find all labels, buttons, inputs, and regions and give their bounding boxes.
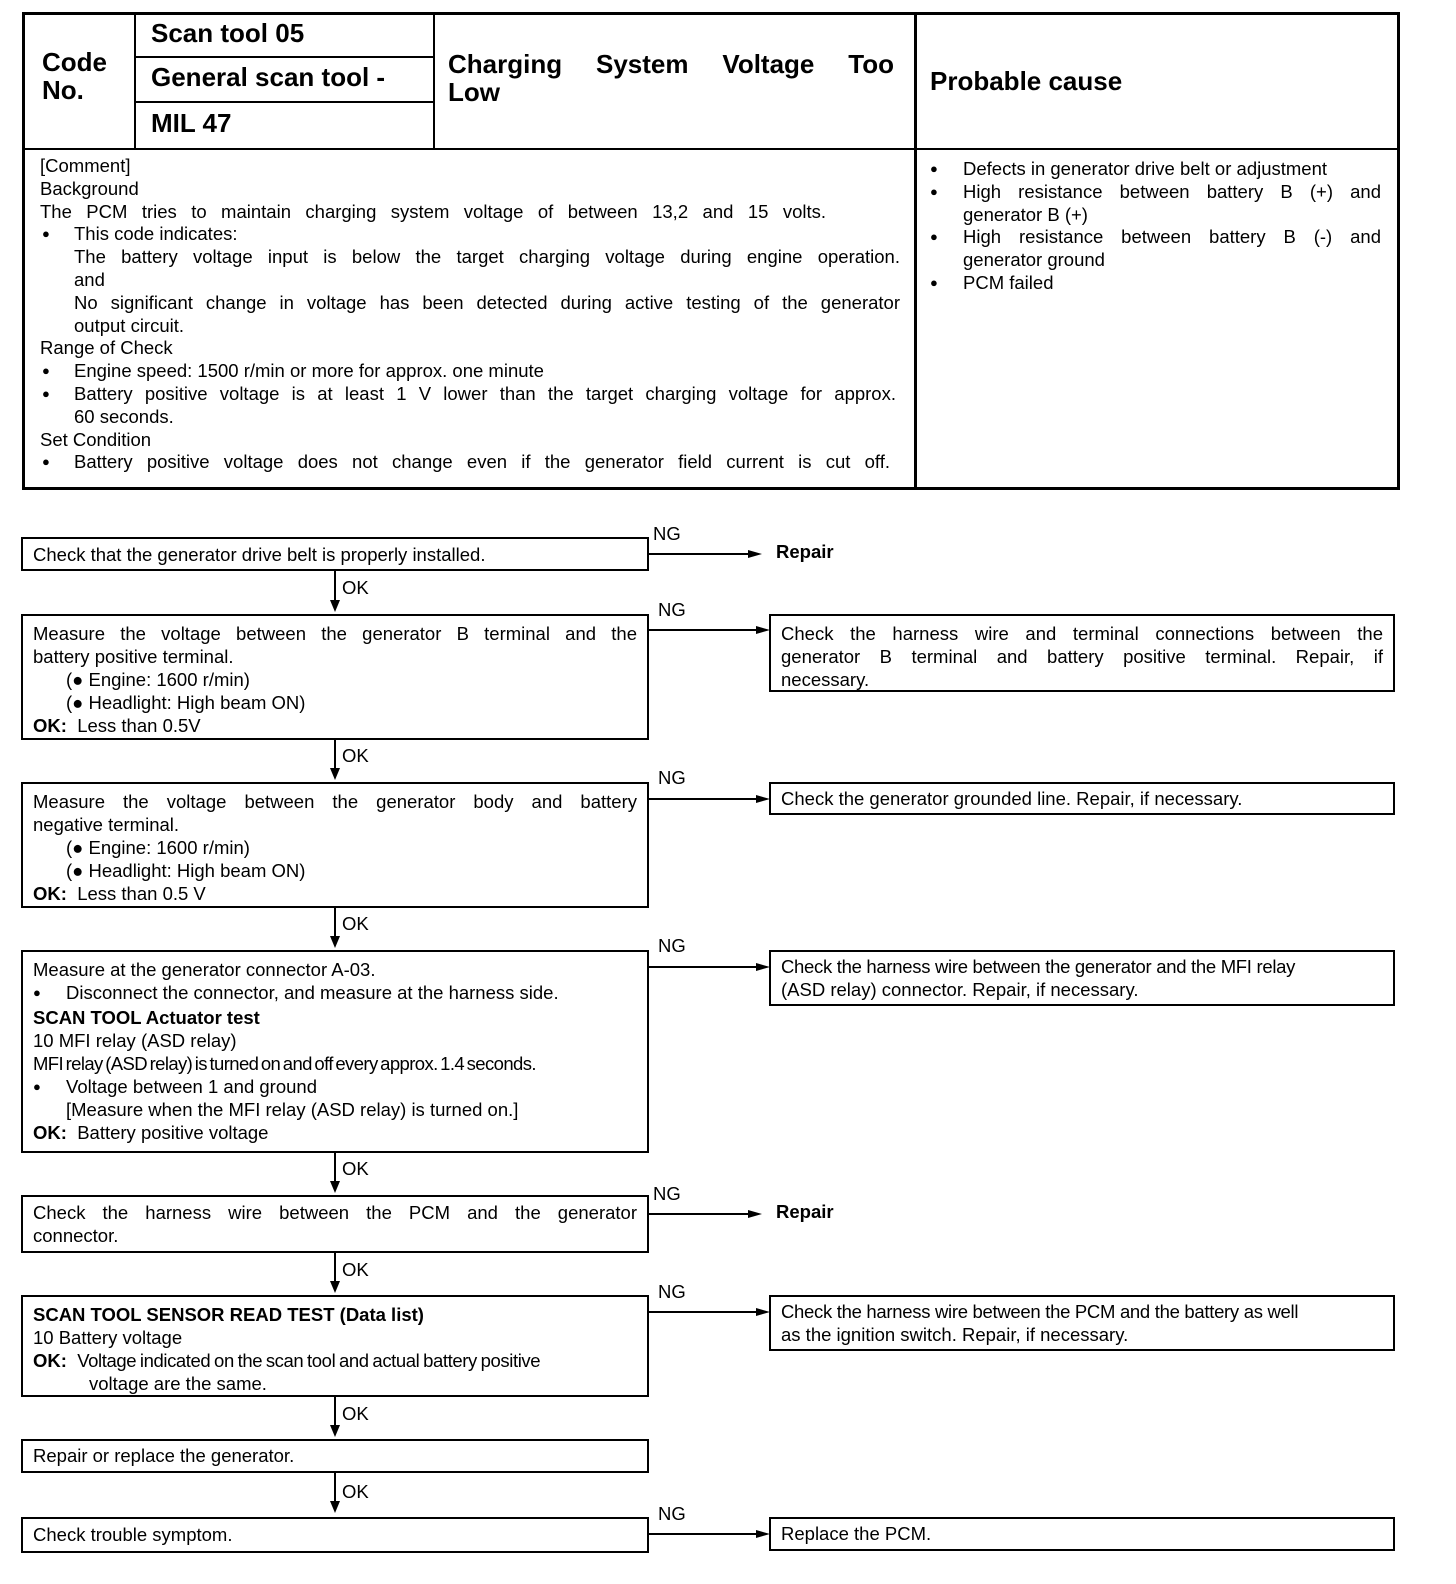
step-text: (● Headlight: High beam ON) xyxy=(66,692,306,713)
comment-text: Battery positive voltage is at least 1 V lower than the target charging voltage for approx. xyxy=(74,382,896,404)
step-7-box xyxy=(21,1439,649,1473)
cause-text: High resistance between battery B (+) and xyxy=(963,180,1381,202)
cause-item xyxy=(930,158,1382,181)
comment-text: output circuit. xyxy=(74,314,185,336)
mil-label: MIL 47 xyxy=(151,108,232,138)
bullet-icon: ● xyxy=(930,274,938,290)
arrow-down-icon xyxy=(330,600,340,612)
bullet-icon: ● xyxy=(930,161,938,176)
step-text: (● Engine: 1600 r/min) xyxy=(66,837,250,858)
ng-label: NG xyxy=(658,935,686,956)
ok-label: OK xyxy=(342,1403,369,1424)
arrow-right-icon xyxy=(756,626,770,634)
arrow-right-icon xyxy=(748,550,762,558)
ng-label: NG xyxy=(658,1503,686,1524)
arrow-down-icon xyxy=(330,1281,340,1293)
ok-criteria-label: OK: xyxy=(33,1122,67,1143)
ok-connector xyxy=(334,1473,336,1504)
step-text: MFI relay (ASD relay) is turned on and off every approx. 1.4 seconds. xyxy=(33,1053,536,1074)
background-heading: Background xyxy=(40,177,139,199)
result-text: generator B terminal and battery positive terminal. Repair, if xyxy=(781,646,1383,667)
result-text: Check the harness wire between the PCM and the battery as well xyxy=(781,1301,1299,1322)
bullet-item xyxy=(40,383,902,406)
comment-text: and xyxy=(74,268,105,290)
comment-section xyxy=(40,155,902,474)
ng-connector xyxy=(649,966,757,968)
bullet-item xyxy=(33,1075,637,1098)
probable-cause-list xyxy=(930,158,1382,295)
step-5-box xyxy=(21,1195,649,1253)
ok-label: OK xyxy=(342,577,369,598)
ok-connector xyxy=(334,1253,336,1284)
divider xyxy=(134,12,136,150)
step-text: (● Headlight: High beam ON) xyxy=(66,860,306,881)
result-text: Repair xyxy=(776,541,834,562)
bullet-item xyxy=(40,451,902,474)
cause-item xyxy=(930,272,1382,295)
bullet-icon: ● xyxy=(42,363,50,379)
ok-label: OK xyxy=(342,745,369,766)
ok-connector xyxy=(334,1153,336,1184)
cause-text: High resistance between battery B (-) and xyxy=(963,226,1381,248)
ng-connector xyxy=(649,629,757,631)
comment-text: No significant change in voltage has been detected during active testing of the generator xyxy=(74,291,900,313)
scan-tool-label: Scan tool 05 xyxy=(151,18,305,48)
step-text: 10 Battery voltage xyxy=(33,1327,183,1348)
step-4-result-box xyxy=(769,950,1395,1006)
step-text: Voltage between 1 and ground xyxy=(66,1076,317,1097)
step-6-box xyxy=(21,1295,649,1397)
bullet-item xyxy=(40,360,902,383)
divider xyxy=(134,101,434,103)
result-text: Repair xyxy=(776,1201,834,1222)
ok-criteria: Less than 0.5 V xyxy=(77,883,206,904)
result-text: (ASD relay) connector. Repair, if necessary. xyxy=(781,979,1139,1000)
bullet-icon: ● xyxy=(930,183,938,199)
step-text: Check that the generator drive belt is properly installed. xyxy=(33,544,486,565)
comment-text: Battery positive voltage does not change even if the generator field current is cut off. xyxy=(74,451,890,473)
general-scan-tool-label: General scan tool - xyxy=(151,62,386,92)
ok-criteria: voltage are the same. xyxy=(89,1373,267,1394)
ok-criteria-label: OK: xyxy=(33,715,67,736)
ng-label: NG xyxy=(653,1183,681,1204)
bullet-icon: ● xyxy=(33,1079,41,1094)
step-text: Disconnect the connector, and measure at the harness side. xyxy=(66,982,559,1003)
arrow-down-icon xyxy=(330,936,340,948)
ok-connector xyxy=(334,908,336,939)
ok-label: OK xyxy=(342,1481,369,1502)
range-of-check-heading: Range of Check xyxy=(40,337,173,359)
cause-text: generator ground xyxy=(963,249,1105,271)
arrow-right-icon xyxy=(756,795,770,803)
step-text: [Measure when the MFI relay (ASD relay) is turned on.] xyxy=(66,1099,519,1120)
ok-connector xyxy=(334,740,336,771)
result-text: Check the generator grounded line. Repair, if necessary. xyxy=(781,788,1243,809)
ng-connector xyxy=(649,1213,749,1215)
divider xyxy=(134,56,434,58)
bullet-icon: ● xyxy=(33,985,41,1000)
step-text: negative terminal. xyxy=(33,814,180,835)
arrow-right-icon xyxy=(748,1210,762,1218)
comment-text: Engine speed: 1500 r/min or more for approx. one minute xyxy=(74,360,544,382)
probable-cause-heading: Probable cause xyxy=(930,66,1123,96)
step-4-box xyxy=(21,950,649,1153)
step-3-result-box xyxy=(769,782,1395,815)
ok-criteria-label: OK: xyxy=(33,1350,67,1371)
cause-item xyxy=(930,181,1382,204)
cause-item xyxy=(930,226,1382,249)
step-text: battery positive terminal. xyxy=(33,646,234,667)
ng-label: NG xyxy=(658,1281,686,1302)
comment-heading: [Comment] xyxy=(40,155,131,176)
step-text: connector. xyxy=(33,1225,119,1246)
ok-connector xyxy=(334,571,336,603)
step-text: (● Engine: 1600 r/min) xyxy=(66,669,250,690)
step-8-box xyxy=(21,1517,649,1553)
bullet-icon: ● xyxy=(42,226,50,242)
bullet-icon: ● xyxy=(42,454,50,470)
code-title: Charging System Voltage Too Low xyxy=(448,49,894,107)
ng-label: NG xyxy=(658,767,686,788)
cause-text: generator B (+) xyxy=(963,203,1088,225)
result-text: Replace the PCM. xyxy=(781,1523,932,1544)
step-3-box xyxy=(21,782,649,908)
bullet-item xyxy=(33,981,637,1004)
bullet-icon: ● xyxy=(930,229,938,245)
result-text: necessary. xyxy=(781,669,870,690)
arrow-down-icon xyxy=(330,768,340,780)
set-condition-heading: Set Condition xyxy=(40,428,152,450)
ok-label: OK xyxy=(342,913,369,934)
step-text: Repair or replace the generator. xyxy=(33,1445,295,1466)
code-no-label: Code No. xyxy=(42,47,107,105)
step-text: Check the harness wire between the PCM and the generator xyxy=(33,1202,637,1223)
ng-label: NG xyxy=(658,599,686,620)
ng-connector xyxy=(649,1533,757,1535)
step-text: SCAN TOOL SENSOR READ TEST (Data list) xyxy=(33,1304,424,1325)
comment-text: The PCM tries to maintain charging system voltage of between 13,2 and 15 volts. xyxy=(40,200,826,222)
divider xyxy=(433,12,435,150)
ok-criteria: Less than 0.5V xyxy=(77,715,201,736)
step-2-box xyxy=(21,614,649,740)
arrow-right-icon xyxy=(756,963,770,971)
arrow-right-icon xyxy=(756,1530,770,1538)
step-text: Measure the voltage between the generator body and battery xyxy=(33,791,637,812)
result-text: as the ignition switch. Repair, if necessary. xyxy=(781,1324,1129,1345)
step-text: Measure at the generator connector A-03. xyxy=(33,959,376,980)
comment-text: The battery voltage input is below the target charging voltage during engine operation. xyxy=(74,246,900,268)
ng-connector xyxy=(649,1311,757,1313)
step-2-result-box xyxy=(769,614,1395,692)
divider xyxy=(22,148,1400,150)
ng-label: NG xyxy=(653,523,681,544)
ok-criteria: Voltage indicated on the scan tool and actual battery positive xyxy=(77,1350,541,1371)
arrow-down-icon xyxy=(330,1181,340,1193)
step-text: 10 MFI relay (ASD relay) xyxy=(33,1030,237,1051)
step-text: Measure the voltage between the generator B terminal and the xyxy=(33,623,637,644)
step-6-result-box xyxy=(769,1295,1395,1351)
comment-text: This code indicates: xyxy=(74,223,238,245)
ng-connector xyxy=(649,553,749,555)
ok-connector xyxy=(334,1397,336,1428)
arrow-right-icon xyxy=(756,1308,770,1316)
step-8-result-box xyxy=(769,1517,1395,1551)
bullet-item xyxy=(40,223,902,246)
result-text: Check the harness wire between the generator and the MFI relay xyxy=(781,956,1296,977)
ok-label: OK xyxy=(342,1259,369,1280)
step-text: Check trouble symptom. xyxy=(33,1524,233,1545)
ok-criteria: Battery positive voltage xyxy=(77,1122,269,1143)
cause-text: PCM failed xyxy=(963,271,1054,293)
ok-criteria-label: OK: xyxy=(33,883,67,904)
ng-connector xyxy=(649,798,757,800)
bullet-icon: ● xyxy=(42,385,50,401)
comment-text: 60 seconds. xyxy=(74,405,174,427)
arrow-down-icon xyxy=(330,1425,340,1437)
cause-text: Defects in generator drive belt or adjustment xyxy=(963,158,1328,179)
ok-label: OK xyxy=(342,1158,369,1179)
arrow-down-icon xyxy=(330,1501,340,1513)
result-text: Check the harness wire and terminal connections between the xyxy=(781,623,1383,644)
divider xyxy=(914,12,917,490)
step-text: SCAN TOOL Actuator test xyxy=(33,1007,260,1028)
step-1-box xyxy=(21,537,649,571)
